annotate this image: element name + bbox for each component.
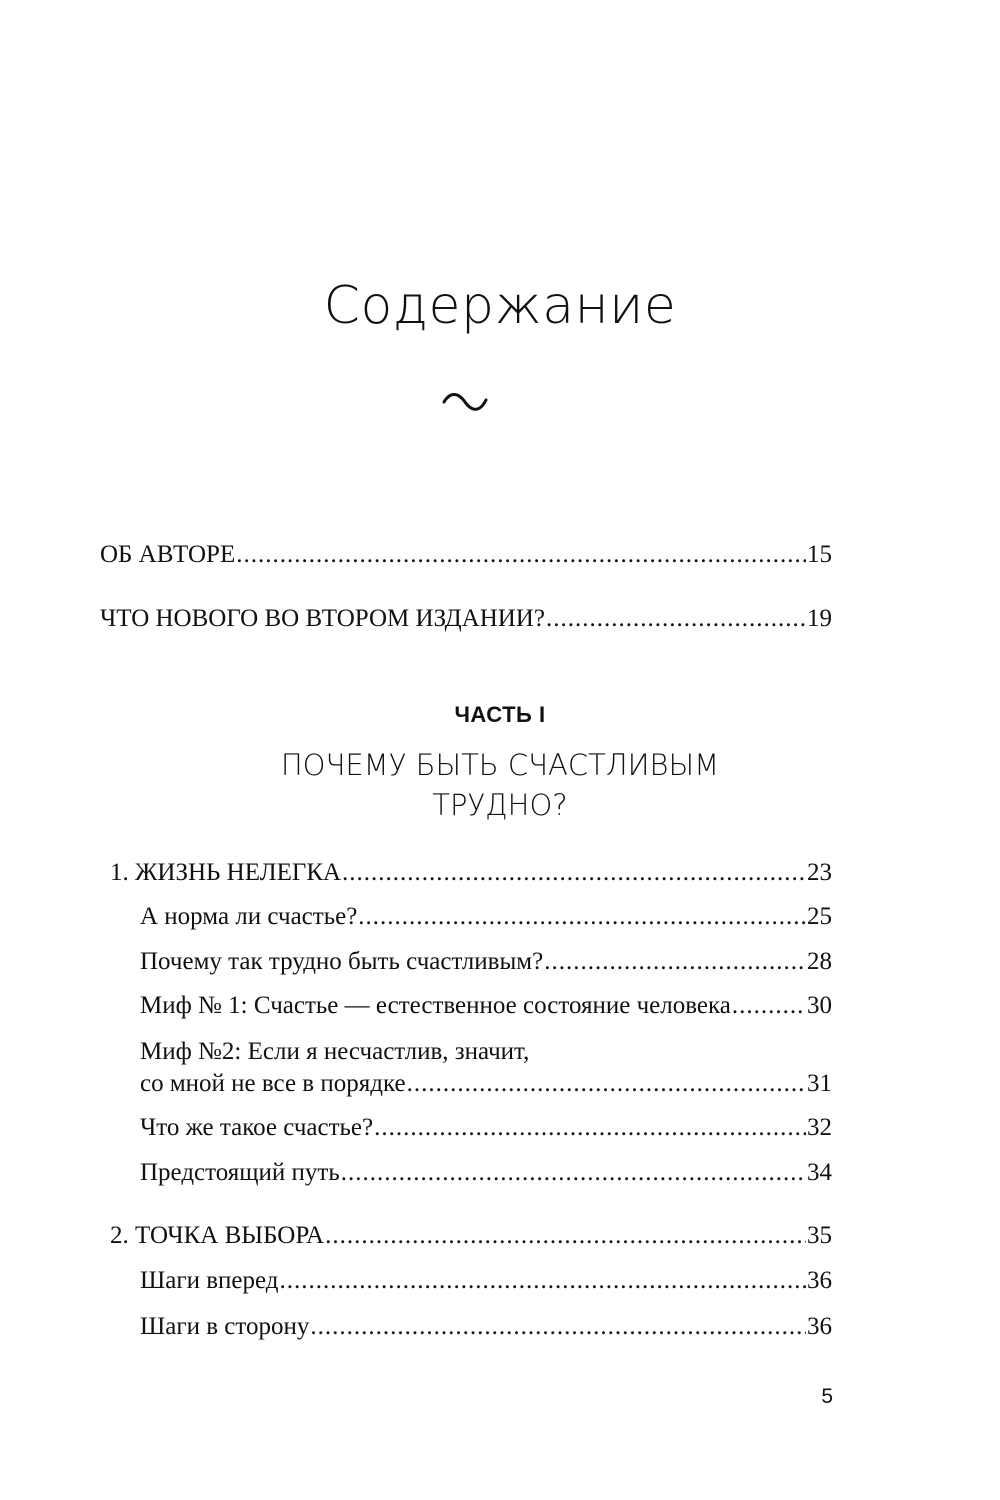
- toc-section-page: 34: [807, 1159, 832, 1186]
- toc-leader-dots: [358, 901, 806, 933]
- part-title-line: ТРУДНО?: [432, 788, 568, 822]
- toc-section-page: 25: [807, 903, 832, 930]
- toc-section-label: Что же такое счастье?: [140, 1114, 374, 1141]
- toc-leader-dots: [407, 1068, 806, 1100]
- toc-section[interactable]: [140, 1157, 832, 1189]
- toc-section-label: со мной не все в порядке: [140, 1070, 406, 1097]
- toc-chapter-page: 23: [807, 859, 832, 886]
- toc-section[interactable]: [140, 1036, 832, 1100]
- toc-section[interactable]: [140, 1311, 832, 1343]
- toc-entry-about-author[interactable]: [100, 539, 832, 571]
- toc-entry-page: 15: [807, 541, 832, 568]
- toc-chapter-page: 35: [807, 1222, 832, 1249]
- toc-section-label: Шаги в сторону: [140, 1313, 310, 1340]
- toc-chapter-label: 1. ЖИЗНЬ НЕЛЕГКА: [110, 859, 342, 886]
- toc-leader-dots: [342, 857, 806, 889]
- toc-entry-whats-new[interactable]: [100, 603, 832, 635]
- page-number: 5: [821, 1385, 833, 1408]
- toc-leader-dots: [341, 1157, 806, 1189]
- toc-section-label: А норма ли счастье?: [140, 903, 358, 930]
- toc-entry-label: ЧТО НОВОГО ВО ВТОРОМ ИЗДАНИИ?: [100, 605, 545, 632]
- toc-leader-dots: [325, 1220, 806, 1252]
- page-title: Содержание: [323, 276, 677, 336]
- toc-leader-dots: [279, 1265, 806, 1297]
- toc-section-page: 36: [807, 1313, 832, 1340]
- toc-leader-dots: [236, 539, 806, 571]
- tilde-ornament-icon: [440, 388, 490, 416]
- toc-section[interactable]: [140, 1112, 832, 1144]
- toc-section[interactable]: [140, 901, 832, 933]
- toc-entry-page: 19: [807, 605, 832, 632]
- toc-section[interactable]: [140, 946, 832, 978]
- part-label: ЧАСТЬ I: [454, 702, 546, 727]
- toc-section-label: Миф №2: Если я несчастлив, значит,: [140, 1038, 530, 1065]
- toc-section-label: Предстоящий путь: [140, 1159, 340, 1186]
- toc-chapter-1[interactable]: [110, 857, 832, 889]
- toc-leader-dots: [310, 1311, 806, 1343]
- part-title-line: ПОЧЕМУ БЫТЬ СЧАСТЛИВЫМ: [280, 748, 720, 782]
- toc-leader-dots: [732, 990, 806, 1022]
- toc-chapter-label: 2. ТОЧКА ВЫБОРА: [110, 1222, 325, 1249]
- toc-section-page: 32: [807, 1114, 832, 1141]
- toc-section-page: 31: [807, 1070, 832, 1097]
- toc-section-label: Почему так трудно быть счастливым?: [140, 948, 544, 975]
- toc-leader-dots: [544, 946, 806, 978]
- toc-section-page: 36: [807, 1267, 832, 1294]
- toc-leader-dots: [374, 1112, 806, 1144]
- toc-section-page: 28: [807, 948, 832, 975]
- toc-entry-label: ОБ АВТОРЕ: [100, 541, 236, 568]
- part-title: [0, 745, 1000, 825]
- toc-leader-dots: [546, 603, 806, 635]
- toc-section-page: 30: [807, 992, 832, 1019]
- toc-section[interactable]: [140, 1265, 832, 1297]
- toc-section[interactable]: [140, 990, 832, 1022]
- toc-chapter-2[interactable]: [110, 1220, 832, 1252]
- toc-section-label: Миф № 1: Счастье — естественное состояние человека: [140, 992, 731, 1019]
- toc-section-label: Шаги вперед: [140, 1267, 279, 1294]
